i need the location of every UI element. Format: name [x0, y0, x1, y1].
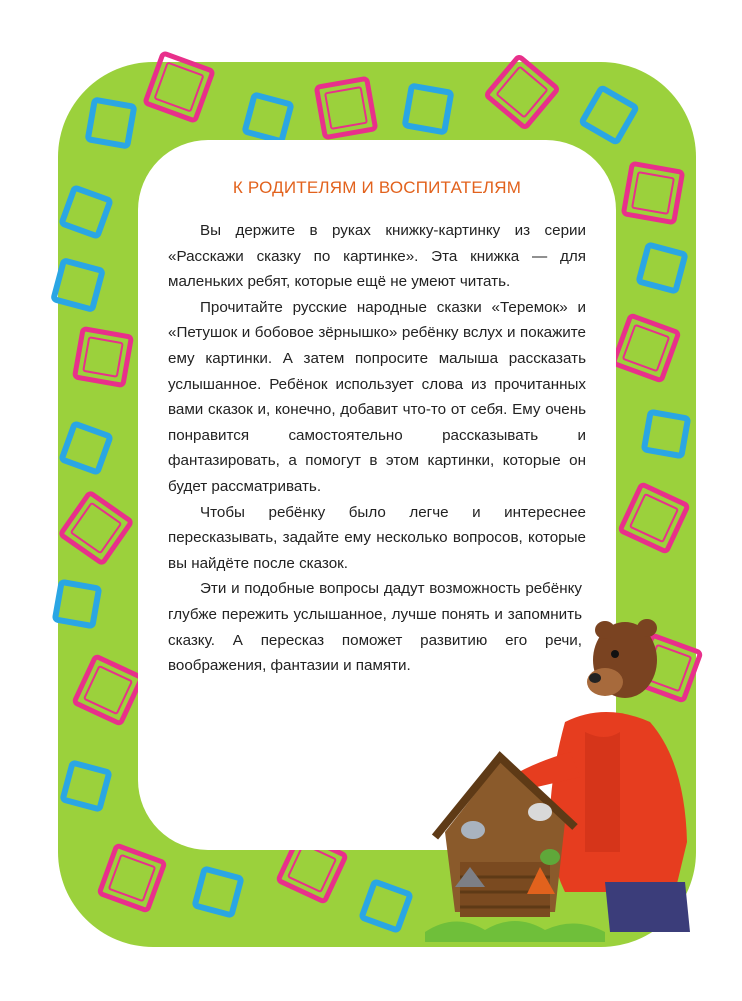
page-title: К РОДИТЕЛЯМ И ВОСПИТАТЕЛЯМ: [232, 178, 522, 197]
paragraph: Вы держите в руках книжку-картинку из серии «Расскажи сказку по картинке». Эта книжка — для маленьких ребят, которые ещё не умеют читать.: [168, 222, 586, 291]
blue-square-decoration: [641, 409, 692, 460]
blue-square-decoration: [401, 82, 454, 135]
blue-square-decoration: [84, 96, 137, 149]
paragraph: Чтобы ребёнку было легче и интереснее пересказывать, задайте ему несколько вопросов, которые вы найдёте после сказок.: [168, 503, 586, 572]
bear-with-teremok-illustration: [415, 612, 715, 942]
blue-square-decoration: [52, 579, 103, 630]
paragraph: Эти и подобные вопросы дадут возможность ребёнку глубже пережить услышанное, лучше понять и запомнить сказку. А пересказ поможет развитию его речи, воображения, фантазии и памяти.: [168, 580, 582, 675]
pink-square-decoration: [72, 326, 135, 389]
text-area: [168, 178, 586, 679]
paragraph: Прочитайте русские народные сказки «Теремок» и «Петушок и бобовое зёрнышко» ребёнку вслух и покажите ему картинки. А затем попросите малыша рассказать услышанное. Ребёнок использует слова из прочитанных вами сказок и, конечно, добавит что-то от себя. Ему очень понравится самостоятельно рассказывать и фантазировать, а помогут в этом картинки, которые он будет рассматривать.: [168, 298, 586, 495]
pink-square-decoration: [314, 76, 379, 141]
pink-square-decoration: [621, 161, 686, 226]
